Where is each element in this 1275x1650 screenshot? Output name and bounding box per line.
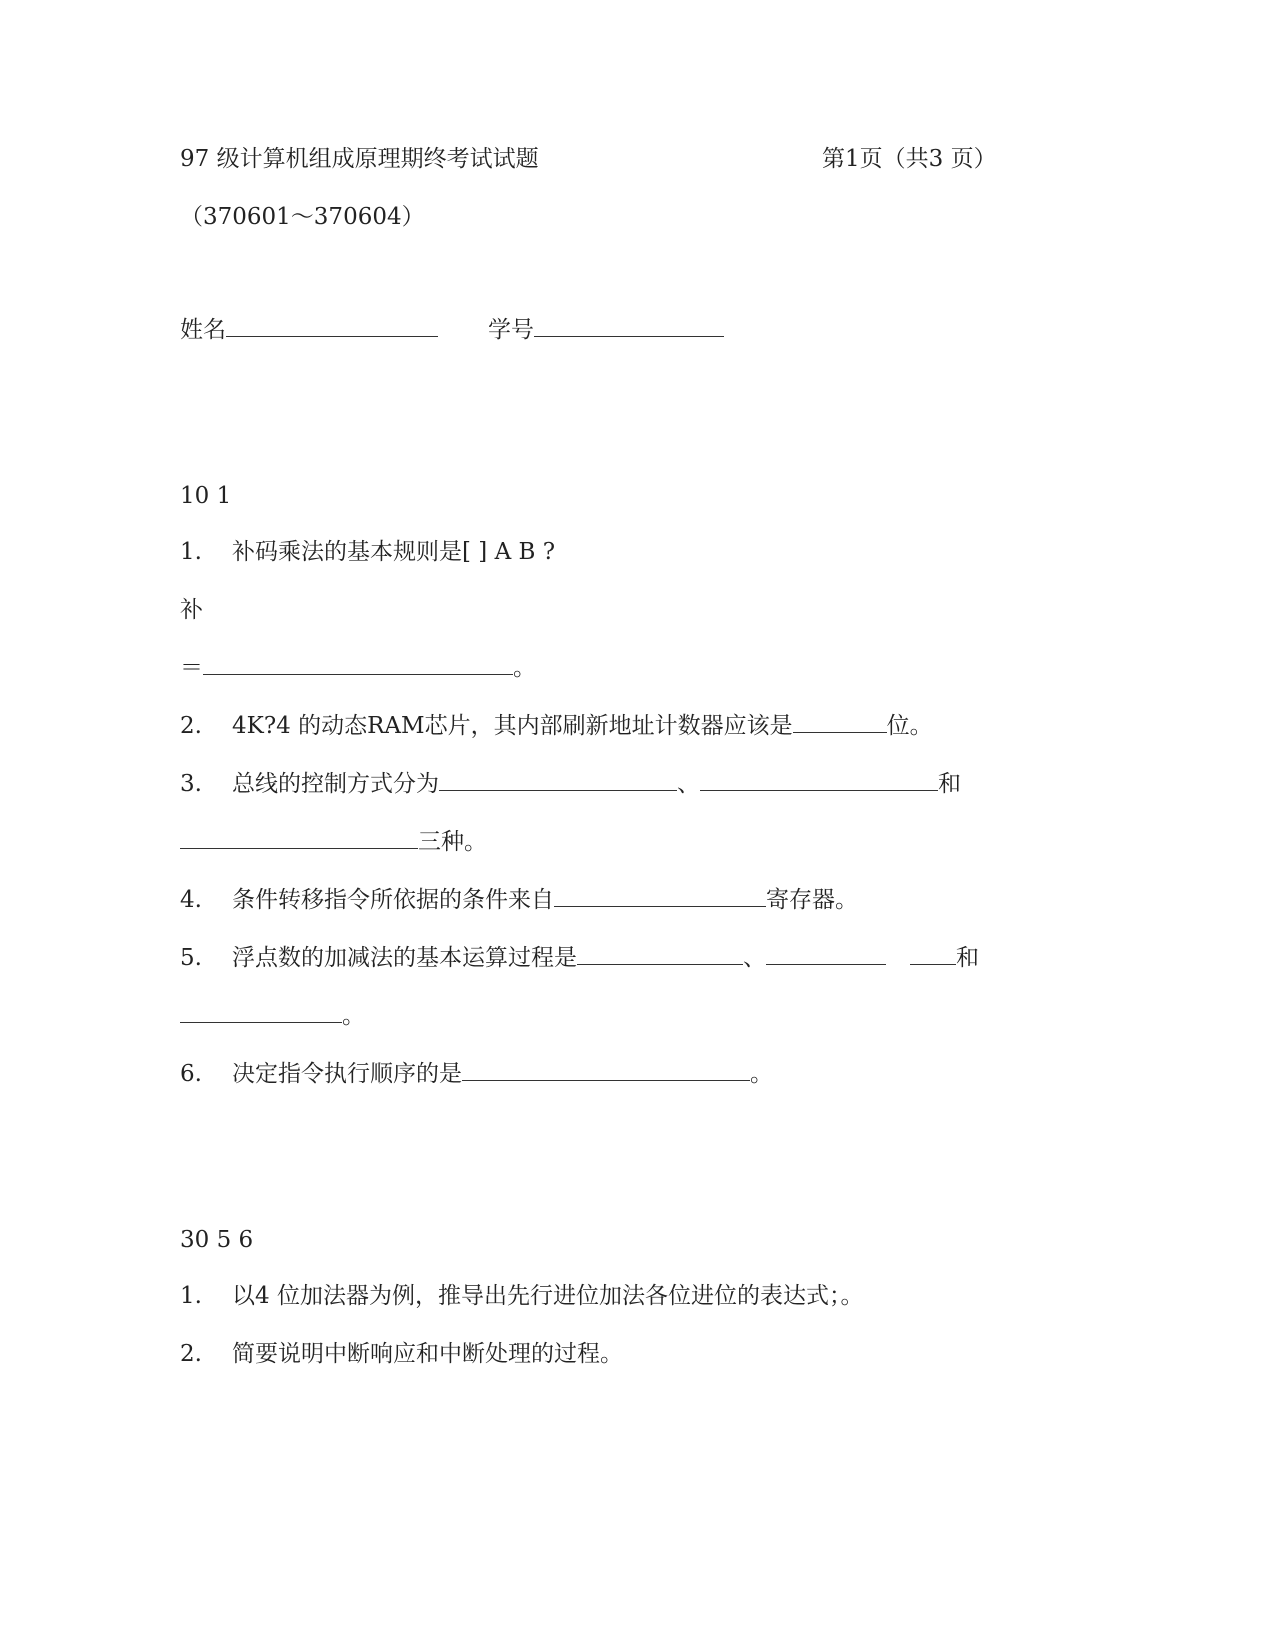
student-id-field-row	[488, 316, 724, 344]
s1-q1-blank[interactable]	[203, 654, 513, 675]
s1-q3-continuation	[180, 828, 487, 856]
s1-q1-end: 。	[513, 655, 536, 681]
name-blank[interactable]	[226, 316, 438, 337]
name-field-row	[180, 316, 438, 344]
s1-q5-sep: 、	[743, 945, 766, 971]
s2-q1-number: 1.	[180, 1283, 202, 1309]
s1-q4-text: 条件转移指令所依据的条件来自	[232, 887, 554, 913]
s1-q4-end: 寄存器。	[766, 887, 858, 913]
page-indicator: 第1页（共3 页）	[822, 146, 997, 172]
s1-q6-end: 。	[750, 1061, 773, 1087]
s1-q5-blank-2[interactable]	[766, 944, 886, 965]
s1-q4-number: 4.	[180, 887, 202, 913]
s1-q4-row	[232, 886, 858, 914]
s1-q3-blank-3[interactable]	[180, 828, 418, 849]
s1-q3-row	[232, 770, 961, 798]
s1-q2-number: 2.	[180, 713, 202, 739]
s2-q2-number: 2.	[180, 1341, 202, 1367]
s1-q5-and: 和	[956, 945, 979, 971]
s1-q5-blank-1[interactable]	[577, 944, 743, 965]
section2-heading: 30 5 6	[180, 1227, 254, 1253]
s1-q5-end: 。	[342, 1003, 365, 1029]
exam-title: 97 级计算机组成原理期终考试试题	[180, 146, 539, 172]
s1-q6-row	[232, 1060, 773, 1088]
s1-q3-sep: 、	[677, 771, 700, 797]
s1-q6-text: 决定指令执行顺序的是	[232, 1061, 462, 1087]
s1-q2-blank[interactable]	[793, 712, 887, 733]
s1-q2-end: 位。	[886, 713, 933, 739]
s1-q3-end: 三种。	[418, 829, 487, 855]
s1-q3-text: 总线的控制方式分为	[232, 771, 439, 797]
s1-q1-eq: ＝	[180, 655, 203, 681]
course-codes: （370601～370604）	[180, 204, 425, 230]
s1-q3-blank-1[interactable]	[439, 770, 677, 791]
s1-q1-number: 1.	[180, 539, 202, 565]
section1-heading: 10 1	[180, 483, 232, 509]
s1-q1-text: 补码乘法的基本规则是[ ] A B ?	[232, 539, 556, 565]
s1-q5-blank-2b[interactable]	[910, 944, 956, 965]
student-id-label: 学号	[488, 317, 534, 343]
s2-q2-text: 简要说明中断响应和中断处理的过程。	[232, 1341, 623, 1367]
s2-q1-text: 以4 位加法器为例，推导出先行进位加法各位进位的表达式；。	[232, 1283, 864, 1309]
s1-q5-blank-3[interactable]	[180, 1002, 342, 1023]
s1-q5-number: 5.	[180, 945, 202, 971]
s1-q5-row	[232, 944, 979, 972]
s1-q5-text: 浮点数的加减法的基本运算过程是	[232, 945, 577, 971]
name-label: 姓名	[180, 317, 226, 343]
s1-q2-row	[232, 712, 933, 740]
s1-q1-sub: 补	[180, 597, 203, 623]
s1-q3-number: 3.	[180, 771, 202, 797]
s1-q3-and: 和	[938, 771, 961, 797]
s1-q2-text: 4K?4 的动态RAM芯片，其内部刷新地址计数器应该是	[232, 713, 793, 739]
student-id-blank[interactable]	[534, 316, 724, 337]
s1-q5-continuation	[180, 1002, 365, 1030]
s1-q4-blank[interactable]	[554, 886, 766, 907]
s1-q6-number: 6.	[180, 1061, 202, 1087]
s1-q3-blank-2[interactable]	[700, 770, 938, 791]
s1-q1-answer-row	[180, 654, 536, 682]
s1-q6-blank[interactable]	[462, 1060, 750, 1081]
